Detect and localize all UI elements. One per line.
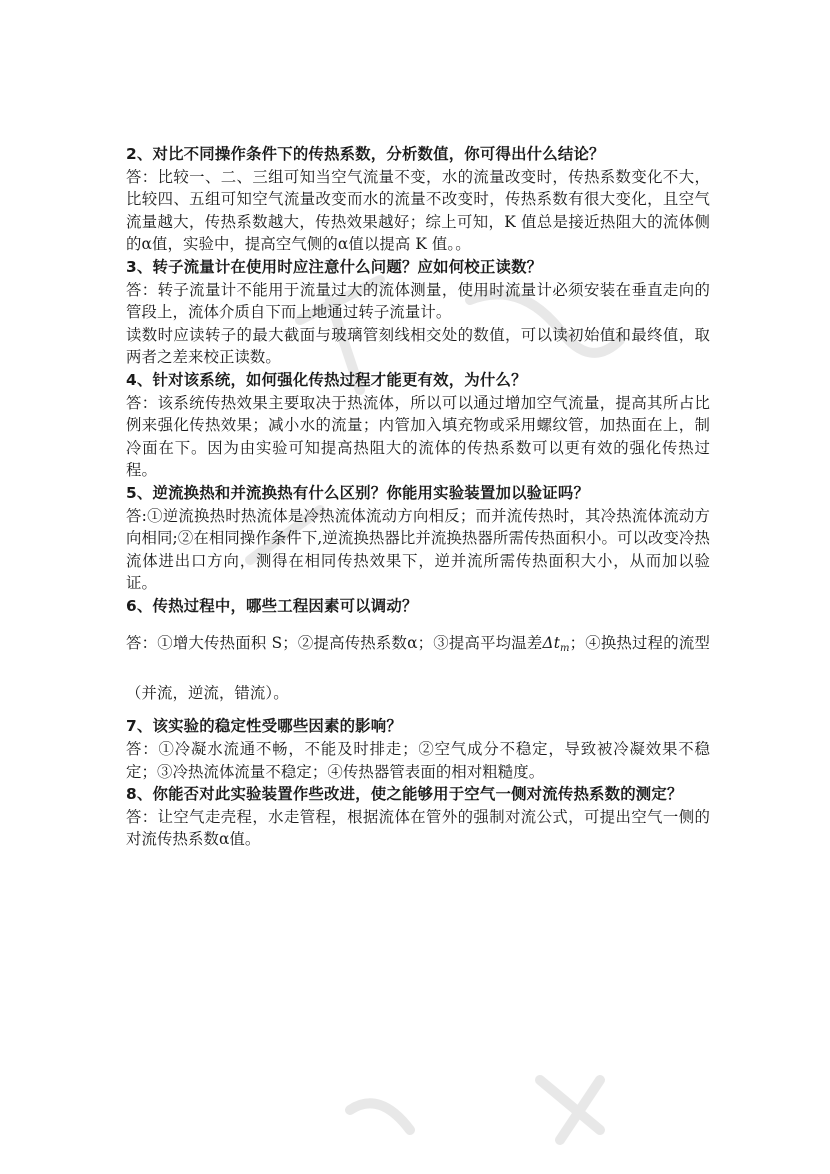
question-8-title: 8、你能否对此实验装置作些改进，使之能够用于空气一侧对流传热系数的测定？ — [126, 785, 683, 804]
question-4-section — [126, 369, 710, 482]
question-2-answer: 答：比较一、二、三组可知当空气流量不变，水的流量改变时，传热系数变化不大，比较四、五组可知空气流量改变而水的流量不改变时，传热系数有很大变化，且空气流量越大，传热系数越大，传热效果越好；综上可知，K 值总是接近热阻大的流体侧的α值，实验中，提高空气侧的α值以提高 K 值。。 — [126, 167, 710, 254]
question-6-answer — [126, 621, 710, 715]
mean-temperature-difference-symbol — [542, 634, 570, 655]
question-5-answer: 答:①逆流换热时热流体是冷热流体流动方向相反；而并流传热时，其冷热流体流动方向相同;②在相同操作条件下,逆流换热器比并流换热器所需传热面积小。可以改变冷热流体进出口方向，测得在相同传热效果下，逆并流所需传热面积大小，从而加以验证。 — [126, 506, 710, 593]
question-7-title: 7、该实验的稳定性受哪些因素的影响？ — [126, 717, 402, 736]
question-3-answer-p1: 答：转子流量计不能用于流量过大的流体测量，使用时流量计必须安装在垂直走向的管段上，流体介质自下而上地通过转子流量计。 — [126, 280, 710, 322]
question-3-title: 3、转子流量计在使用时应注意什么问题？应如何校正读数？ — [126, 257, 543, 276]
question-4-answer: 答：该系统传热效果主要取决于热流体，所以可以通过增加空气流量，提高其所占比例来强化传热效果；减小水的流量；内管加入填充物或采用螺纹管，加热面在上，制冷面在下。因为由实验可知提高热阻大的流体的传热系数可以更有效的强化传热过程。 — [126, 393, 710, 480]
question-2-section — [126, 143, 710, 256]
question-4-title: 4、针对该系统，如何强化传热过程才能更有效，为什么？ — [126, 370, 527, 389]
question-8-answer: 答：让空气走壳程，水走管程，根据流体在管外的强制对流公式，可提出空气一侧的对流传热系数α值。 — [126, 807, 710, 849]
question-3-section — [126, 256, 710, 369]
question-8-section — [126, 783, 710, 851]
question-6-answer-part1: 答：①增大传热面积 S；②提高传热系数α；③提高平均温差 — [126, 634, 543, 653]
question-6-answer-part2: ；④换热过程的流型（并流，逆流，错流）。 — [126, 634, 710, 703]
question-2-title: 2、对比不同操作条件下的传热系数，分析数值，你可得出什么结论？ — [126, 145, 605, 163]
question-7-answer: 答：①冷凝水流通不畅，不能及时排走；②空气成分不稳定，导致被冷凝效果不稳定；③冷热流体流量不稳定；④传热器管表面的相对粗糙度。 — [126, 740, 710, 781]
question-5-section — [126, 482, 710, 595]
delta-t-subscript: m — [560, 643, 570, 655]
question-7-section — [126, 715, 710, 783]
question-6-title: 6、传热过程中，哪些工程因素可以调动？ — [126, 596, 418, 615]
document-body — [126, 143, 710, 851]
delta-t-symbol: Δt — [542, 634, 561, 653]
question-3-answer-p2: 读数时应读转子的最大截面与玻璃管刻线相交处的数值，可以读初始值和最终值，取两者之差来校正读数。 — [126, 325, 710, 367]
question-6-section — [126, 595, 710, 716]
question-5-title: 5、逆流换热和并流换热有什么区别？你能用实验装置加以验证吗？ — [126, 483, 590, 502]
